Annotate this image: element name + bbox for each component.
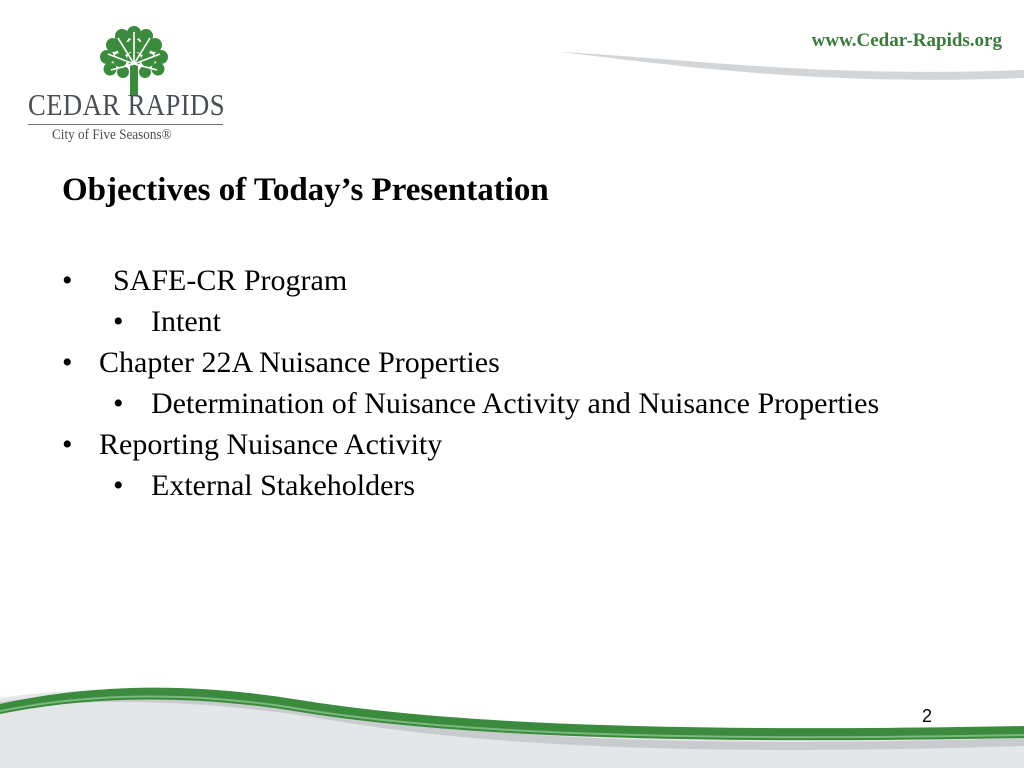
logo-divider: [28, 124, 223, 125]
bullet-marker: •: [62, 264, 73, 297]
bullet-text: External Stakeholders: [151, 469, 416, 502]
bullet-item: [62, 260, 882, 301]
bullet-marker: •: [113, 387, 124, 420]
bullet-list: [62, 260, 882, 506]
sub-bullet-item: [62, 383, 882, 424]
page-number: 2: [922, 706, 933, 726]
bullet-marker: •: [113, 305, 124, 338]
bullet-text: Determination of Nuisance Activity and Nuisance Properties: [151, 387, 880, 420]
bullet-marker: •: [62, 346, 73, 379]
logo-wordmark: CEDAR RAPIDS: [28, 87, 226, 122]
tree-icon: [94, 24, 174, 96]
cedar-rapids-logo: [24, 24, 224, 149]
bullet-marker: •: [113, 469, 124, 502]
slide-title: Objectives of Today’s Presentation: [62, 172, 549, 208]
header-swoosh: [560, 48, 1024, 88]
bullet-item: [62, 342, 882, 383]
logo-tagline: City of Five Seasons®: [52, 127, 172, 143]
sub-bullet-item: [62, 465, 882, 506]
bullet-text: Intent: [151, 305, 221, 338]
bullet-text: Chapter 22A Nuisance Properties: [99, 346, 500, 379]
bullet-item: [62, 424, 882, 465]
site-url: www.Cedar-Rapids.org: [811, 30, 1002, 51]
bullet-text: Reporting Nuisance Activity: [99, 428, 443, 461]
bullet-marker: •: [62, 428, 73, 461]
bullet-text: SAFE-CR Program: [113, 264, 348, 297]
footer-swoosh: [0, 680, 1024, 768]
sub-bullet-item: [62, 301, 882, 342]
